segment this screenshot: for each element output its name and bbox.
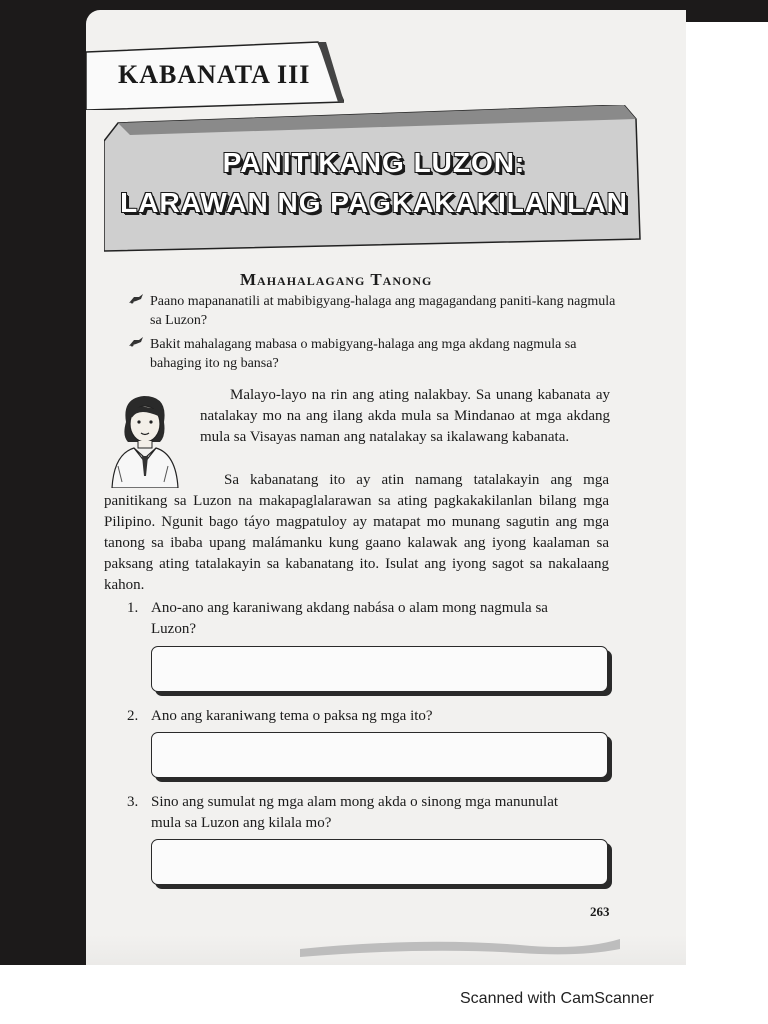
essential-question-text: Paano mapananatili at mabibigyang-halaga ang magagandang paniti-kang nagmula sa Luzon? [150,294,616,328]
decorative-swoosh [300,935,620,964]
intro-paragraph-1: Malayo-layo na rin ang ating nalakbay. Sa unang kabanata ay natalakay mo na ang ilang akda mula sa Mindanao at mga akdang mula sa Visayas naman ang natalakay sa ikalawang kabanata. [200,387,610,445]
answer-box-3[interactable] [151,839,608,885]
pen-nib-icon [128,335,144,354]
scanner-watermark: Scanned with CamScanner [460,990,654,1007]
chapter-label: KABANATA III [118,60,311,89]
scan-background-left [0,0,90,965]
title-line-1: PANITIKANG LUZON: [222,147,526,178]
essential-questions-heading: Mahahalagang Tanong [240,270,433,289]
title-line-2: LARAWAN NG PAGKAKAKILANLAN [120,187,628,218]
question-number: 3. [127,794,139,810]
question-number: 2. [127,708,139,724]
intro-paragraph-2: Sa kabanatang ito ay atin namang tatalakayin ang mga panitikang sa Luzon na makapaglalarawan sa ating pagkakakilanlan bilang mga Pilipino. Ngunit bago táyo magpatuloy ay matapat mo munang sagutin ang mga tanong sa ibaba upang malámanku kung gaano kalawak ang iyong kaalaman sa paksang ating tatalakayin sa kabanatang ito. Isulat ang iyong sagot sa nakalaang kahon. [104,472,609,593]
page-number: 263 [590,904,610,919]
intro-paragraph-2-wrap [104,470,609,596]
essential-question-item [128,335,618,375]
essential-question-item [128,292,618,332]
question-text: Ano ang karaniwang tema o paksa ng mga ito? [151,708,433,724]
question-number: 1. [127,600,139,616]
question-text: Ano-ano ang karaniwang akdang nabása o alam mong nagmula sa Luzon? [151,600,548,637]
pen-nib-icon [128,292,144,311]
answer-box-2[interactable] [151,732,608,778]
answer-box-1[interactable] [151,646,608,692]
essential-question-text: Bakit mahalagang mabasa o mabigyang-halaga ang mga akdang nagmula sa bahaging ito ng bansa? [150,337,577,371]
question-text: Sino ang sumulat ng mga alam mong akda o sinong mga manunulat mula sa Luzon ang kilala mo? [151,794,559,831]
chapter-title-box [104,105,644,255]
